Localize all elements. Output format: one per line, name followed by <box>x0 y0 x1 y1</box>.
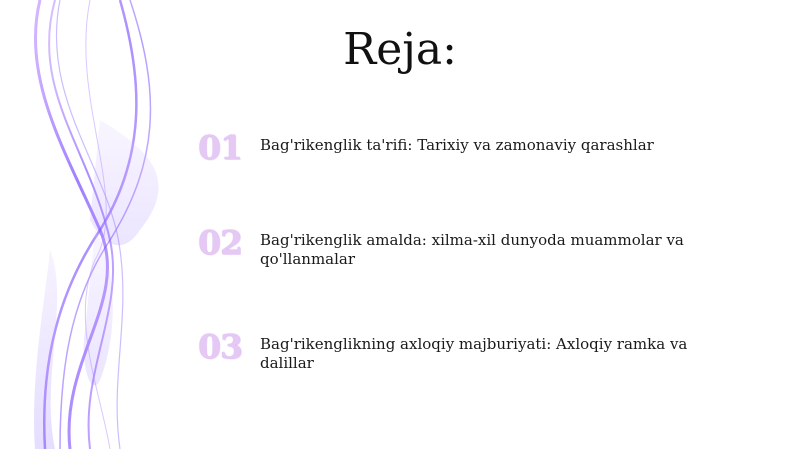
agenda-text: Bag'rikenglik ta'rifi: Tarixiy va zamonaviy qarashlar <box>260 136 654 154</box>
agenda-number: 02 <box>198 223 242 262</box>
agenda-number: 03 <box>198 327 242 366</box>
agenda-number: 01 <box>198 128 242 167</box>
slide-title: Reja: <box>343 24 457 75</box>
agenda-text: Bag'rikenglikning axloqiy majburiyati: Axloqiy ramka va dalillar <box>260 335 688 372</box>
agenda-item-2 <box>198 223 778 283</box>
agenda-item-1 <box>198 128 778 188</box>
agenda-text: Bag'rikenglik amalda: xilma-xil dunyoda muammolar va qo'llanmalar <box>260 231 684 268</box>
agenda-item-3 <box>198 327 778 387</box>
decorative-smoke-ribbon <box>0 0 220 449</box>
